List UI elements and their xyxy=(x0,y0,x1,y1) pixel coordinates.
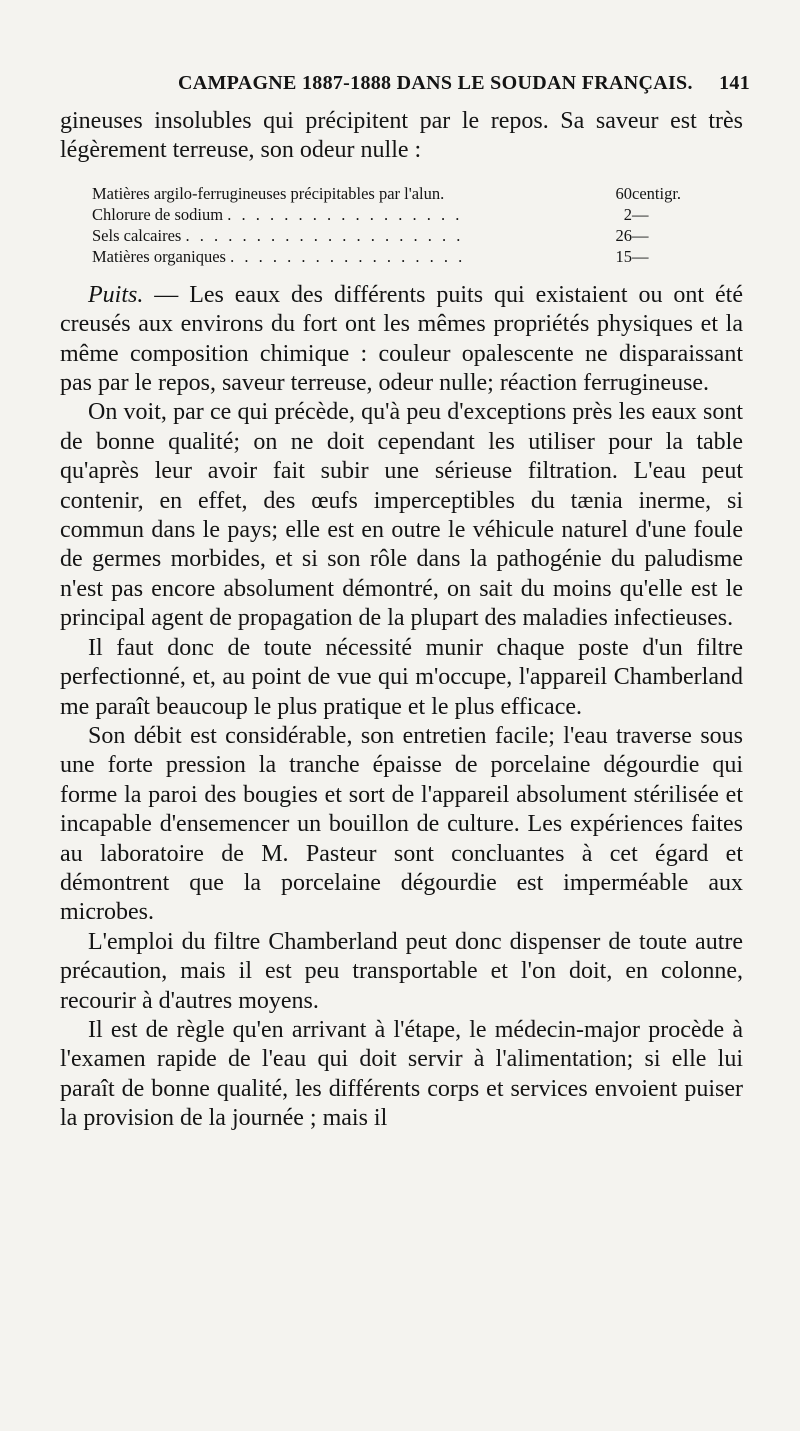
intro-paragraph: gineuses insolubles qui précipitent par le repos. Sa saveur est très légèrement terreuse, son odeur nulle : xyxy=(60,108,743,164)
analysis-unit: — xyxy=(632,225,649,245)
analysis-label: Matières organiques xyxy=(92,246,226,266)
puits-heading: Puits. xyxy=(88,281,144,308)
analysis-value: 15 xyxy=(615,246,632,266)
page-body xyxy=(60,107,743,1134)
analysis-value: 26 xyxy=(615,225,632,245)
analysis-row xyxy=(92,246,712,267)
body-paragraph: L'emploi du filtre Chamberland peut donc dispenser de toute autre précaution, mais il est peu transportable et l'on doit, en colonne, recourir à d'autres moyens. xyxy=(60,928,743,1014)
analysis-label: Sels calcaires xyxy=(92,225,182,245)
running-title: CAMPAGNE 1887-1888 DANS LE SOUDAN FRANÇAIS. xyxy=(178,72,693,94)
body-paragraph: Il est de règle qu'en arrivant à l'étape, le médecin-major procède à l'examen rapide de l'eau qui doit servir à l'alimentation; si elle lui paraît de bonne qualité, les différents corps et services envoient puiser la provision de la journée ; mais il xyxy=(60,1016,743,1132)
dot-leader: . . . . . . . . . . . . . . . . . . . . xyxy=(185,225,464,245)
analysis-value: 60 xyxy=(615,183,632,203)
analysis-row xyxy=(92,183,712,204)
analysis-unit: — xyxy=(632,246,649,266)
analysis-unit: — xyxy=(632,204,649,224)
dot-leader: . . . . . . . . . . . . . . . . . xyxy=(227,204,463,224)
analysis-value: 2 xyxy=(623,204,632,224)
dot-leader: . . . . . . . . . . . . . . . . . xyxy=(230,246,466,266)
analysis-table xyxy=(92,183,712,267)
analysis-row xyxy=(92,225,712,246)
analysis-label: Chlorure de sodium xyxy=(92,204,224,224)
analysis-unit: centigr. xyxy=(632,183,682,203)
puits-paragraph xyxy=(60,281,743,399)
body-paragraph: On voit, par ce qui précède, qu'à peu d'exceptions près les eaux sont de bonne qualité; on ne doit cependant les utiliser pour la table qu'après leur avoir fait subir une sérieuse filtration. L'eau peut contenir, en effet, des œufs imperceptibles du tænia inerme, si commun dans le pays; elle est en outre le véhicule naturel d'une foule de germes morbides, et si son rôle dans la pathogénie du paludisme n'est pas encore absolument démontré, on sait du moins qu'elle est le principal agent de propagation de la plupart des maladies infectieuses. xyxy=(60,399,743,632)
analysis-row xyxy=(92,204,712,225)
page-number: 141 xyxy=(719,72,750,94)
puits-text: — Les eaux des différents puits qui existaient ou ont été creusés aux environs du fort ont les mêmes propriétés physiques et la même composition chimique : couleur opalescente ne disparaissant pas par le repos, saveur terreuse, odeur nulle; réaction ferrugineuse. xyxy=(60,281,743,397)
analysis-label: Matières argilo-ferrugineuses précipitables par l'alun. xyxy=(92,183,445,203)
body-paragraph: Son débit est considérable, son entretien facile; l'eau traverse sous une forte pression la tranche épaisse de porcelaine dégourdie qui forme la paroi des bougies et sort de l'appareil absolument stérilisée et incapable d'ensemencer un bouillon de culture. Les expériences faites au laboratoire de M. Pasteur sont concluantes à cet égard et démontrent que la porcelaine dégourdie est imperméable aux microbes. xyxy=(60,722,743,926)
body-paragraph: Il faut donc de toute nécessité munir chaque poste d'un filtre perfectionné, et, au point de vue qui m'occupe, l'appareil Chamberland me paraît beaucoup le plus pratique et le plus efficace. xyxy=(60,634,743,720)
